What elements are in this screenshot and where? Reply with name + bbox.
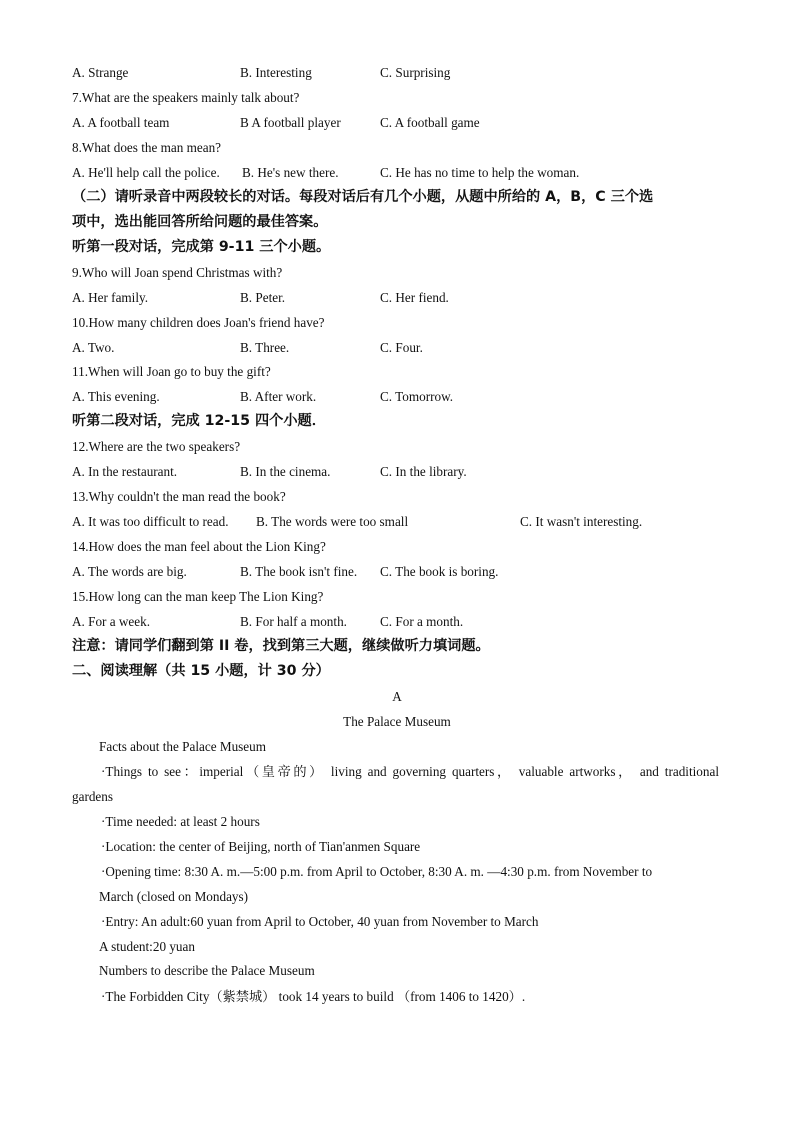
q15-option-a: A. For a week. <box>72 614 151 629</box>
q15-option-b: B. For half a month. <box>240 614 347 629</box>
q11-question: 11.When will Joan go to buy the gift? <box>72 364 271 379</box>
q13-question: 13.Why couldn't the man read the book? <box>72 489 286 504</box>
q14-option-c: C. The book is boring. <box>380 564 499 579</box>
q9-option-b: B. Peter. <box>240 290 286 305</box>
q13-option-b: B. The words were too small <box>256 514 409 529</box>
q14-question: 14.How does the man feel about the Lion King? <box>72 539 326 554</box>
q14-option-a: A. The words are big. <box>72 564 187 579</box>
q15-option-c: C. For a month. <box>380 614 464 629</box>
q10-option-b: B. Three. <box>240 340 290 355</box>
section2-instruction-line2: 项中，选出能回答所给问题的最佳答案。 <box>72 214 328 230</box>
q10-question: 10.How many children does Joan's friend have? <box>72 315 325 330</box>
q8-option-b: B. He's new there. <box>242 165 339 180</box>
passage-letter: A <box>392 689 402 704</box>
q12-question: 12.Where are the two speakers? <box>72 439 241 454</box>
facts-heading: Facts about the Palace Museum <box>99 739 267 754</box>
location: ·Location: the center of Beijing, north of Tian'anmen Square <box>101 839 421 854</box>
q13-option-c: C. It wasn't interesting. <box>520 514 643 529</box>
numbers-heading: Numbers to describe the Palace Museum <box>99 963 315 978</box>
q12-option-b: B. In the cinema. <box>240 464 331 479</box>
q6-option-b: B. Interesting <box>240 65 312 80</box>
q15-question: 15.How long can the man keep The Lion King? <box>72 589 324 604</box>
q14-option-b: B. The book isn't fine. <box>240 564 358 579</box>
dialog2-heading: 听第二段对话，完成 12-15 四个小题． <box>72 413 326 429</box>
section2-instruction-line1: （二）请听录音中两段较长的对话。每段对话后有几个小题，从题中所给的 A，B，C 三个选 <box>72 189 654 205</box>
q12-option-c: C. In the library. <box>380 464 467 479</box>
q10-option-a: A. Two. <box>72 340 115 355</box>
student-price: A student:20 yuan <box>99 939 195 954</box>
q11-option-c: C. Tomorrow. <box>380 389 454 404</box>
q13-option-a: A. It was too difficult to read. <box>72 514 229 529</box>
q10-option-c: C. Four. <box>380 340 423 355</box>
forbidden-city: ·The Forbidden City（紫禁城） took 14 years to build （from 1406 to 1420）. <box>101 989 526 1004</box>
q9-question: 9.Who will Joan spend Christmas with? <box>72 265 283 280</box>
q6-option-c: C. Surprising <box>380 65 451 80</box>
opening-time-line2: March (closed on Mondays) <box>99 889 249 904</box>
q8-option-a: A. He'll help call the police. <box>72 165 220 180</box>
reading-section-heading: 二、阅读理解（共 15 小题，计 30 分） <box>72 663 330 679</box>
opening-time-line1: ·Opening time: 8:30 A. m.—5:00 p.m. from April to October, 8:30 A. m. —4:30 p.m. from November to <box>101 864 653 879</box>
q9-option-a: A. Her family. <box>72 290 149 305</box>
things-to-see-line1: ·Things to see：imperial（皇帝的） living and governing quarters， valuable artworks， and traditional <box>101 764 719 779</box>
q7-option-c: C. A football game <box>380 115 480 130</box>
time-needed: ·Time needed: at least 2 hours <box>101 814 260 829</box>
notice: 注意：请同学们翻到第 II 卷，找到第三大题，继续做听力填词题。 <box>72 638 490 654</box>
q7-option-a: A. A football team <box>72 115 170 130</box>
q7-option-b: B A football player <box>240 115 341 130</box>
q12-option-a: A. In the restaurant. <box>72 464 178 479</box>
dialog1-heading: 听第一段对话，完成第 9-11 三个小题。 <box>72 239 331 255</box>
q7-question: 7.What are the speakers mainly talk about? <box>72 90 300 105</box>
things-to-see-line2: gardens <box>72 789 114 804</box>
q6-option-a: A. Strange <box>72 65 129 80</box>
passage-title: The Palace Museum <box>343 714 451 729</box>
entry: ·Entry: An adult:60 yuan from April to October, 40 yuan from November to March <box>101 914 539 929</box>
q11-option-a: A. This evening. <box>72 389 160 404</box>
q8-question: 8.What does the man mean? <box>72 140 222 155</box>
q11-option-b: B. After work. <box>240 389 317 404</box>
q8-option-c: C. He has no time to help the woman. <box>380 165 580 180</box>
q9-option-c: C. Her fiend. <box>380 290 449 305</box>
